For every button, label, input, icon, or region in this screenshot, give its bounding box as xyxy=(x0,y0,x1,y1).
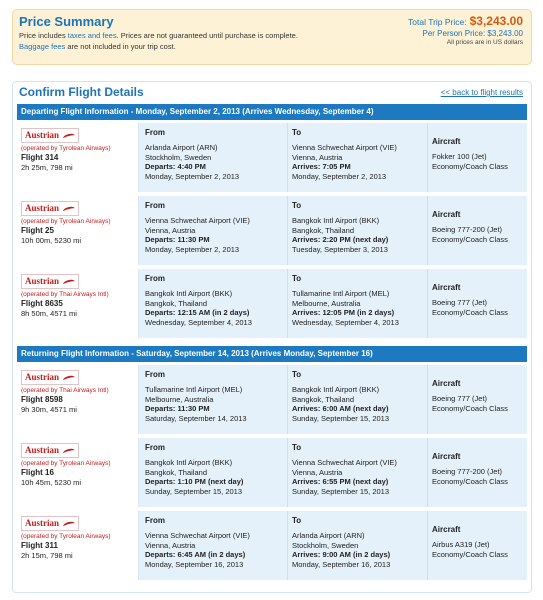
cabin-class: Economy/Coach Class xyxy=(432,403,508,413)
airline-cell xyxy=(17,269,139,338)
from-cell xyxy=(145,511,285,580)
total-trip-price xyxy=(408,14,523,28)
to-date: Monday, September 2, 2013 xyxy=(292,171,387,181)
to-airport: Vienna Schwechat Airport (VIE) xyxy=(292,458,397,467)
from-city: Vienna, Austria xyxy=(145,540,196,550)
to-airport: Tullamarine Intl Airport (MEL) xyxy=(292,289,390,298)
price-totals xyxy=(408,14,523,46)
arrives-time xyxy=(292,162,425,172)
austrian-airlines-logo xyxy=(21,516,79,531)
austrian-airlines-logo xyxy=(21,370,79,385)
from-city: Melbourne, Australia xyxy=(145,394,214,404)
aircraft-type: Boeing 777-200 (Jet) xyxy=(432,225,503,234)
logo-swoosh-icon xyxy=(62,206,75,215)
arrives-label: Arrives: xyxy=(292,235,321,244)
airline-cell xyxy=(17,123,139,192)
departs-label: Departs: xyxy=(145,477,176,486)
departs-value: 11:30 PM xyxy=(177,235,210,244)
to-city: Melbourne, Australia xyxy=(292,298,361,308)
departs-time xyxy=(145,162,285,172)
cabin-class: Economy/Coach Class xyxy=(432,549,508,559)
to-label: To xyxy=(292,201,302,210)
departs-time xyxy=(145,550,285,560)
flight-number: Flight 25 xyxy=(21,226,54,235)
departs-label: Departs: xyxy=(145,404,176,413)
to-label: To xyxy=(292,274,302,283)
flight-number: Flight 8635 xyxy=(21,299,63,308)
arrives-time xyxy=(292,235,425,245)
from-city: Vienna, Austria xyxy=(145,225,196,235)
flight-segment-row xyxy=(17,196,527,265)
total-value: $3,243.00 xyxy=(469,14,523,28)
from-airport: Tullamarine Intl Airport (MEL) xyxy=(145,385,243,394)
cabin-class: Economy/Coach Class xyxy=(432,307,508,317)
logo-swoosh-icon xyxy=(62,448,75,457)
aircraft-type: Boeing 777 (Jet) xyxy=(432,298,488,307)
from-airport: Bangkok Intl Airport (BKK) xyxy=(145,289,233,298)
flight-duration: 9h 30m, 4571 mi xyxy=(21,405,77,414)
arrives-value: 12:05 PM (in 2 days) xyxy=(322,308,395,317)
logo-text: Austrian xyxy=(25,130,60,140)
to-city: Bangkok, Thailand xyxy=(292,225,354,235)
operated-by: (operated by Tyrolean Airways) xyxy=(21,218,111,225)
flight-duration: 2h 15m, 798 mi xyxy=(21,551,73,560)
arrives-label: Arrives: xyxy=(292,550,321,559)
from-city: Bangkok, Thailand xyxy=(145,467,207,477)
aircraft-label: Aircraft xyxy=(432,283,461,292)
from-date: Sunday, September 15, 2013 xyxy=(145,486,243,496)
returning-header: Returning Flight Information - Saturday, September 14, 2013 (Arrives Monday, September 16) xyxy=(17,346,527,362)
from-label: From xyxy=(145,128,165,137)
logo-swoosh-icon xyxy=(62,133,75,142)
departs-label: Departs: xyxy=(145,308,176,317)
departs-value: 6:45 AM (in 2 days) xyxy=(177,550,246,559)
flight-segment-row xyxy=(17,511,527,580)
to-cell xyxy=(287,438,425,507)
aircraft-cell xyxy=(427,438,527,507)
from-label: From xyxy=(145,370,165,379)
to-label: To xyxy=(292,370,302,379)
aircraft-type: Boeing 777 (Jet) xyxy=(432,394,488,403)
from-city: Bangkok, Thailand xyxy=(145,298,207,308)
price-note-taxes xyxy=(19,31,298,40)
aircraft-label: Aircraft xyxy=(432,525,461,534)
from-date: Monday, September 16, 2013 xyxy=(145,559,244,569)
price-summary-title: Price Summary xyxy=(19,14,114,29)
flight-segment-row xyxy=(17,269,527,338)
from-cell xyxy=(145,196,285,265)
flight-duration: 10h 00m, 5230 mi xyxy=(21,236,82,245)
to-cell xyxy=(287,196,425,265)
from-label: From xyxy=(145,443,165,452)
from-cell xyxy=(145,123,285,192)
aircraft-label: Aircraft xyxy=(432,452,461,461)
flight-number: Flight 314 xyxy=(21,153,59,162)
price-note-text: are not included in your trip cost. xyxy=(65,42,176,51)
from-cell xyxy=(145,438,285,507)
total-label: Total Trip Price: xyxy=(408,17,467,27)
to-cell xyxy=(287,123,425,192)
arrives-label: Arrives: xyxy=(292,162,321,171)
from-airport: Vienna Schwechat Airport (VIE) xyxy=(145,216,250,225)
departs-value: 1:10 PM (next day) xyxy=(177,477,244,486)
to-city: Stockholm, Sweden xyxy=(292,540,359,550)
to-label: To xyxy=(292,516,302,525)
flight-number: Flight 311 xyxy=(21,541,58,550)
aircraft-cell xyxy=(427,365,527,434)
departs-time xyxy=(145,404,285,414)
flight-duration: 2h 25m, 798 mi xyxy=(21,163,73,172)
currency-note: All prices are in US dollars xyxy=(446,39,523,46)
logo-text: Austrian xyxy=(25,203,60,213)
arrives-value: 7:05 PM xyxy=(322,162,351,171)
to-date: Tuesday, September 3, 2013 xyxy=(292,244,388,254)
price-note-text: . Prices are not guaranteed until purchase is complete. xyxy=(116,31,298,40)
departs-value: 12:15 AM (in 2 days) xyxy=(177,308,250,317)
taxes-fees-link[interactable]: taxes and fees xyxy=(67,31,117,40)
arrives-value: 9:00 AM (in 2 days) xyxy=(322,550,391,559)
logo-swoosh-icon xyxy=(62,521,75,530)
logo-text: Austrian xyxy=(25,518,60,528)
logo-text: Austrian xyxy=(25,276,60,286)
to-date: Monday, September 16, 2013 xyxy=(292,559,391,569)
flight-duration: 8h 50m, 4571 mi xyxy=(21,309,77,318)
aircraft-type: Boeing 777-200 (Jet) xyxy=(432,467,503,476)
operated-by: (operated by Thai Airways Intl) xyxy=(21,387,109,394)
cabin-class: Economy/Coach Class xyxy=(432,476,508,486)
to-label: To xyxy=(292,128,302,137)
price-summary-panel xyxy=(12,9,532,65)
from-airport: Bangkok Intl Airport (BKK) xyxy=(145,458,233,467)
cabin-class: Economy/Coach Class xyxy=(432,234,508,244)
arrives-time xyxy=(292,550,425,560)
arrives-value: 6:55 PM (next day) xyxy=(322,477,389,486)
austrian-airlines-logo xyxy=(21,128,79,143)
from-airport: Arlanda Airport (ARN) xyxy=(145,143,218,152)
departs-label: Departs: xyxy=(145,235,176,244)
from-date: Wednesday, September 4, 2013 xyxy=(145,317,252,327)
logo-swoosh-icon xyxy=(62,279,75,288)
from-label: From xyxy=(145,516,165,525)
austrian-airlines-logo xyxy=(21,274,79,289)
logo-swoosh-icon xyxy=(62,375,75,384)
from-cell xyxy=(145,365,285,434)
to-city: Vienna, Austria xyxy=(292,152,343,162)
arrives-label: Arrives: xyxy=(292,477,321,486)
to-city: Vienna, Austria xyxy=(292,467,343,477)
from-date: Monday, September 2, 2013 xyxy=(145,171,240,181)
to-airport: Arlanda Airport (ARN) xyxy=(292,531,365,540)
operated-by: (operated by Tyrolean Airways) xyxy=(21,533,111,540)
aircraft-cell xyxy=(427,269,527,338)
departs-time xyxy=(145,477,285,487)
flight-number: Flight 8598 xyxy=(21,395,63,404)
price-note-text: Price includes xyxy=(19,31,68,40)
departs-time xyxy=(145,308,285,318)
back-to-results-link[interactable]: << back to flight results xyxy=(440,88,523,97)
flight-number: Flight 16 xyxy=(21,468,54,477)
per-person-price: Per Person Price: $3,243.00 xyxy=(422,29,523,38)
arrives-time xyxy=(292,477,425,487)
to-city: Bangkok, Thailand xyxy=(292,394,354,404)
from-airport: Vienna Schwechat Airport (VIE) xyxy=(145,531,250,540)
cabin-class: Economy/Coach Class xyxy=(432,161,508,171)
austrian-airlines-logo xyxy=(21,201,79,216)
confirm-title: Confirm Flight Details xyxy=(19,85,144,99)
to-date: Wednesday, September 4, 2013 xyxy=(292,317,399,327)
airline-cell xyxy=(17,438,139,507)
to-airport: Vienna Schwechat Airport (VIE) xyxy=(292,143,397,152)
arrives-value: 6:00 AM (next day) xyxy=(322,404,389,413)
arrives-time xyxy=(292,308,425,318)
to-airport: Bangkok Intl Airport (BKK) xyxy=(292,216,380,225)
logo-text: Austrian xyxy=(25,372,60,382)
to-cell xyxy=(287,365,425,434)
airline-cell xyxy=(17,196,139,265)
arrives-time xyxy=(292,404,425,414)
austrian-airlines-logo xyxy=(21,443,79,458)
departs-value: 11:30 PM xyxy=(177,404,210,413)
airline-cell xyxy=(17,511,139,580)
flight-segment-row xyxy=(17,123,527,192)
operated-by: (operated by Tyrolean Airways) xyxy=(21,460,111,467)
from-cell xyxy=(145,269,285,338)
aircraft-type: Fokker 100 (Jet) xyxy=(432,152,487,161)
to-airport: Bangkok Intl Airport (BKK) xyxy=(292,385,380,394)
to-cell xyxy=(287,269,425,338)
aircraft-label: Aircraft xyxy=(432,210,461,219)
operated-by: (operated by Thai Airways Intl) xyxy=(21,291,109,298)
airline-cell xyxy=(17,365,139,434)
baggage-fees-link[interactable]: Baggage fees xyxy=(19,42,66,51)
departs-time xyxy=(145,235,285,245)
departing-header: Departing Flight Information - Monday, September 2, 2013 (Arrives Wednesday, September 4) xyxy=(17,104,527,120)
to-date: Sunday, September 15, 2013 xyxy=(292,486,390,496)
arrives-label: Arrives: xyxy=(292,308,321,317)
confirm-flight-details-panel xyxy=(12,81,532,593)
price-note-baggage xyxy=(19,42,176,51)
from-city: Stockholm, Sweden xyxy=(145,152,212,162)
aircraft-label: Aircraft xyxy=(432,137,461,146)
logo-text: Austrian xyxy=(25,445,60,455)
departs-label: Departs: xyxy=(145,162,176,171)
from-label: From xyxy=(145,201,165,210)
departs-label: Departs: xyxy=(145,550,176,559)
aircraft-label: Aircraft xyxy=(432,379,461,388)
departs-value: 4:40 PM xyxy=(177,162,206,171)
aircraft-cell xyxy=(427,511,527,580)
aircraft-cell xyxy=(427,123,527,192)
from-label: From xyxy=(145,274,165,283)
from-date: Saturday, September 14, 2013 xyxy=(145,413,247,423)
flight-duration: 10h 45m, 5230 mi xyxy=(21,478,82,487)
from-date: Monday, September 2, 2013 xyxy=(145,244,240,254)
to-cell xyxy=(287,511,425,580)
to-label: To xyxy=(292,443,302,452)
operated-by: (operated by Tyrolean Airways) xyxy=(21,145,111,152)
aircraft-cell xyxy=(427,196,527,265)
flight-segment-row xyxy=(17,438,527,507)
arrives-value: 2:20 PM (next day) xyxy=(322,235,389,244)
arrives-label: Arrives: xyxy=(292,404,321,413)
flight-segment-row xyxy=(17,365,527,434)
aircraft-type: Airbus A319 (Jet) xyxy=(432,540,490,549)
to-date: Sunday, September 15, 2013 xyxy=(292,413,390,423)
